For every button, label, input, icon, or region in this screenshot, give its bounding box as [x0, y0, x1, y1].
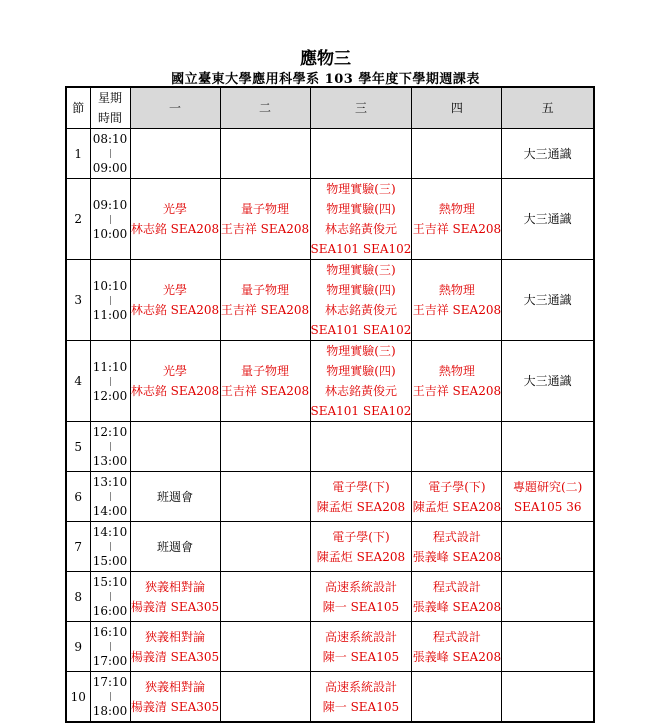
table-row	[66, 672, 594, 723]
course-text: 王吉祥 SEA208	[412, 222, 502, 236]
course-text: 王吉祥 SEA208	[220, 222, 310, 236]
course-text: 張義峰 SEA208	[412, 599, 502, 614]
course-cell-tue	[220, 260, 310, 341]
table-row	[66, 522, 594, 572]
course-cell-tue	[220, 472, 310, 522]
course-text: SEA101 SEA102	[310, 323, 412, 337]
course-cell-fri	[502, 422, 594, 472]
course-text: 大三通識	[523, 146, 572, 161]
course-text: 物理實驗(四)	[326, 202, 396, 216]
end-time: 09:00	[92, 161, 128, 175]
course-cell-mon	[130, 522, 220, 572]
course-text: 陳孟炬 SEA208	[316, 499, 406, 514]
period-number: 7	[66, 522, 90, 572]
period-number: 1	[66, 129, 90, 179]
table-row	[66, 341, 594, 422]
course-text: 大三通識	[523, 374, 572, 388]
course-text: 陳一 SEA105	[322, 699, 400, 714]
course-text: SEA101 SEA102	[310, 242, 412, 256]
course-text: 程式設計	[432, 579, 481, 594]
table-row	[66, 572, 594, 622]
course-text: 高速系統設計	[324, 629, 397, 644]
course-text: SEA105 36	[513, 499, 582, 514]
course-cell-tue	[220, 572, 310, 622]
time-separator	[110, 642, 111, 651]
course-cell-fri	[502, 622, 594, 672]
course-text: 物理實驗(四)	[326, 364, 396, 378]
start-time: 09:10	[92, 197, 128, 212]
period-number: 8	[66, 572, 90, 622]
course-text: 陳一 SEA105	[322, 649, 400, 664]
course-cell-mon	[130, 341, 220, 422]
course-text: 大三通識	[523, 293, 572, 307]
course-cell-thu	[412, 341, 502, 422]
start-time: 12:10	[92, 425, 128, 439]
end-time: 14:00	[92, 504, 128, 518]
course-cell-thu	[412, 572, 502, 622]
period-number: 3	[66, 260, 90, 341]
time-range	[90, 422, 130, 472]
course-cell-fri	[502, 472, 594, 522]
course-cell-fri	[502, 129, 594, 179]
course-text: 物理實驗(三)	[326, 263, 396, 277]
start-time: 13:10	[92, 475, 128, 489]
table-row	[66, 129, 594, 179]
course-cell-wed	[310, 179, 412, 260]
course-text: 楊義清 SEA305	[130, 649, 220, 664]
time-range	[90, 260, 130, 341]
course-text: 林志銘 SEA208	[130, 303, 220, 317]
course-cell-fri	[502, 179, 594, 260]
time-separator	[110, 149, 111, 158]
course-text: 高速系統設計	[324, 579, 397, 594]
course-text: 熱物理	[438, 364, 475, 378]
course-cell-mon	[130, 179, 220, 260]
course-text: 電子學(下)	[428, 479, 486, 494]
table-row	[66, 260, 594, 341]
course-text: 陳孟炬 SEA208	[412, 499, 502, 514]
page-title: 應物三	[300, 49, 351, 69]
course-text: 王吉祥 SEA208	[220, 384, 310, 398]
day-header-thu: 四	[412, 87, 502, 129]
course-cell-mon	[130, 260, 220, 341]
period-number: 5	[66, 422, 90, 472]
start-time: 11:10	[92, 359, 128, 374]
course-cell-tue	[220, 341, 310, 422]
course-cell-mon	[130, 672, 220, 723]
course-text: 光學	[162, 364, 187, 378]
time-separator	[110, 296, 111, 305]
course-text: 王吉祥 SEA208	[412, 384, 502, 398]
course-cell-mon	[130, 472, 220, 522]
course-text: 楊義清 SEA305	[130, 699, 220, 714]
course-text: 量子物理	[240, 283, 289, 297]
table-row	[66, 179, 594, 260]
time-label: 時間	[97, 111, 122, 125]
period-number: 9	[66, 622, 90, 672]
course-text: 程式設計	[432, 629, 481, 644]
period-number: 10	[66, 672, 90, 723]
course-text: 林志銘 SEA208	[130, 222, 220, 236]
course-text: 熱物理	[438, 202, 475, 216]
course-text: 林志銘黃俊元	[324, 222, 397, 236]
time-separator	[110, 377, 111, 386]
course-cell-mon	[130, 422, 220, 472]
course-text: 林志銘黃俊元	[324, 384, 397, 398]
course-cell-wed	[310, 572, 412, 622]
course-cell-thu	[412, 472, 502, 522]
course-text: 物理實驗(四)	[326, 283, 396, 297]
start-time: 10:10	[92, 278, 128, 293]
course-cell-wed	[310, 522, 412, 572]
schedule-table	[65, 86, 595, 723]
day-header-fri: 五	[502, 87, 594, 129]
course-cell-mon	[130, 622, 220, 672]
course-text: 狹義相對論	[144, 629, 205, 644]
time-range	[90, 622, 130, 672]
course-text: 物理實驗(三)	[326, 344, 396, 358]
start-time: 16:10	[92, 625, 128, 639]
course-cell-mon	[130, 129, 220, 179]
time-separator	[110, 592, 111, 601]
course-text: 光學	[162, 202, 187, 216]
course-text: 狹義相對論	[144, 679, 205, 694]
course-cell-wed	[310, 672, 412, 723]
header-row	[66, 87, 594, 129]
course-cell-tue	[220, 422, 310, 472]
day-header-wed: 三	[310, 87, 412, 129]
course-text: 光學	[162, 283, 187, 297]
course-text: 陳孟炬 SEA208	[316, 549, 406, 564]
course-text: 量子物理	[240, 202, 289, 216]
course-text: 張義峰 SEA208	[412, 649, 502, 664]
course-text: 王吉祥 SEA208	[220, 303, 310, 317]
end-time: 17:00	[92, 654, 128, 668]
time-range	[90, 572, 130, 622]
end-time: 18:00	[92, 704, 128, 718]
end-time: 11:00	[92, 307, 128, 322]
course-text: 物理實驗(三)	[326, 182, 396, 196]
course-text: 陳一 SEA105	[322, 599, 400, 614]
course-text: 熱物理	[438, 283, 475, 297]
course-text: 專題研究(二)	[512, 479, 583, 494]
course-cell-fri	[502, 572, 594, 622]
course-text: 高速系統設計	[324, 679, 397, 694]
end-time: 16:00	[92, 604, 128, 618]
course-cell-thu	[412, 622, 502, 672]
course-cell-tue	[220, 179, 310, 260]
course-text: 班週會	[156, 539, 193, 554]
course-cell-thu	[412, 179, 502, 260]
course-cell-wed	[310, 622, 412, 672]
day-header-mon: 一	[130, 87, 220, 129]
course-cell-wed	[310, 422, 412, 472]
course-cell-tue	[220, 129, 310, 179]
end-time: 13:00	[92, 454, 128, 468]
course-text: 王吉祥 SEA208	[412, 303, 502, 317]
course-text: 狹義相對論	[144, 579, 205, 594]
weekday-time-header	[90, 87, 130, 129]
course-text: 量子物理	[240, 364, 289, 378]
time-separator	[110, 215, 111, 224]
course-cell-thu	[412, 260, 502, 341]
time-separator	[110, 442, 111, 451]
time-range	[90, 522, 130, 572]
course-cell-tue	[220, 622, 310, 672]
end-time: 12:00	[92, 388, 128, 403]
course-text: 林志銘黃俊元	[324, 303, 397, 317]
table-row	[66, 422, 594, 472]
time-range	[90, 472, 130, 522]
page-subtitle: 國立臺東大學應用科學系 103 學年度下學期週課表	[171, 72, 480, 87]
end-time: 15:00	[92, 554, 128, 568]
course-cell-fri	[502, 672, 594, 723]
course-text: SEA101 SEA102	[310, 404, 412, 418]
course-text: 林志銘 SEA208	[130, 384, 220, 398]
period-number: 6	[66, 472, 90, 522]
course-cell-mon	[130, 572, 220, 622]
time-separator	[110, 492, 111, 501]
course-cell-thu	[412, 522, 502, 572]
course-cell-wed	[310, 341, 412, 422]
time-separator	[110, 542, 111, 551]
period-number: 4	[66, 341, 90, 422]
time-range	[90, 129, 130, 179]
course-cell-thu	[412, 422, 502, 472]
course-cell-tue	[220, 672, 310, 723]
course-cell-fri	[502, 522, 594, 572]
period-header: 節	[66, 87, 90, 129]
course-cell-fri	[502, 341, 594, 422]
course-text: 班週會	[156, 489, 193, 504]
course-text: 張義峰 SEA208	[412, 549, 502, 564]
course-cell-thu	[412, 672, 502, 723]
period-number: 2	[66, 179, 90, 260]
start-time: 14:10	[92, 525, 128, 539]
course-text: 電子學(下)	[332, 479, 390, 494]
table-row	[66, 472, 594, 522]
course-text: 大三通識	[523, 212, 572, 226]
course-cell-tue	[220, 522, 310, 572]
course-cell-wed	[310, 129, 412, 179]
time-range	[90, 672, 130, 723]
course-text: 楊義清 SEA305	[130, 599, 220, 614]
course-cell-wed	[310, 472, 412, 522]
time-range	[90, 179, 130, 260]
course-cell-thu	[412, 129, 502, 179]
table-row	[66, 622, 594, 672]
course-cell-wed	[310, 260, 412, 341]
day-header-tue: 二	[220, 87, 310, 129]
end-time: 10:00	[92, 226, 128, 241]
start-time: 17:10	[92, 675, 128, 689]
course-text: 電子學(下)	[332, 529, 390, 544]
course-text: 程式設計	[432, 529, 481, 544]
weekday-label: 星期	[97, 91, 122, 105]
start-time: 08:10	[92, 132, 128, 146]
start-time: 15:10	[92, 575, 128, 589]
time-range	[90, 341, 130, 422]
course-cell-fri	[502, 260, 594, 341]
